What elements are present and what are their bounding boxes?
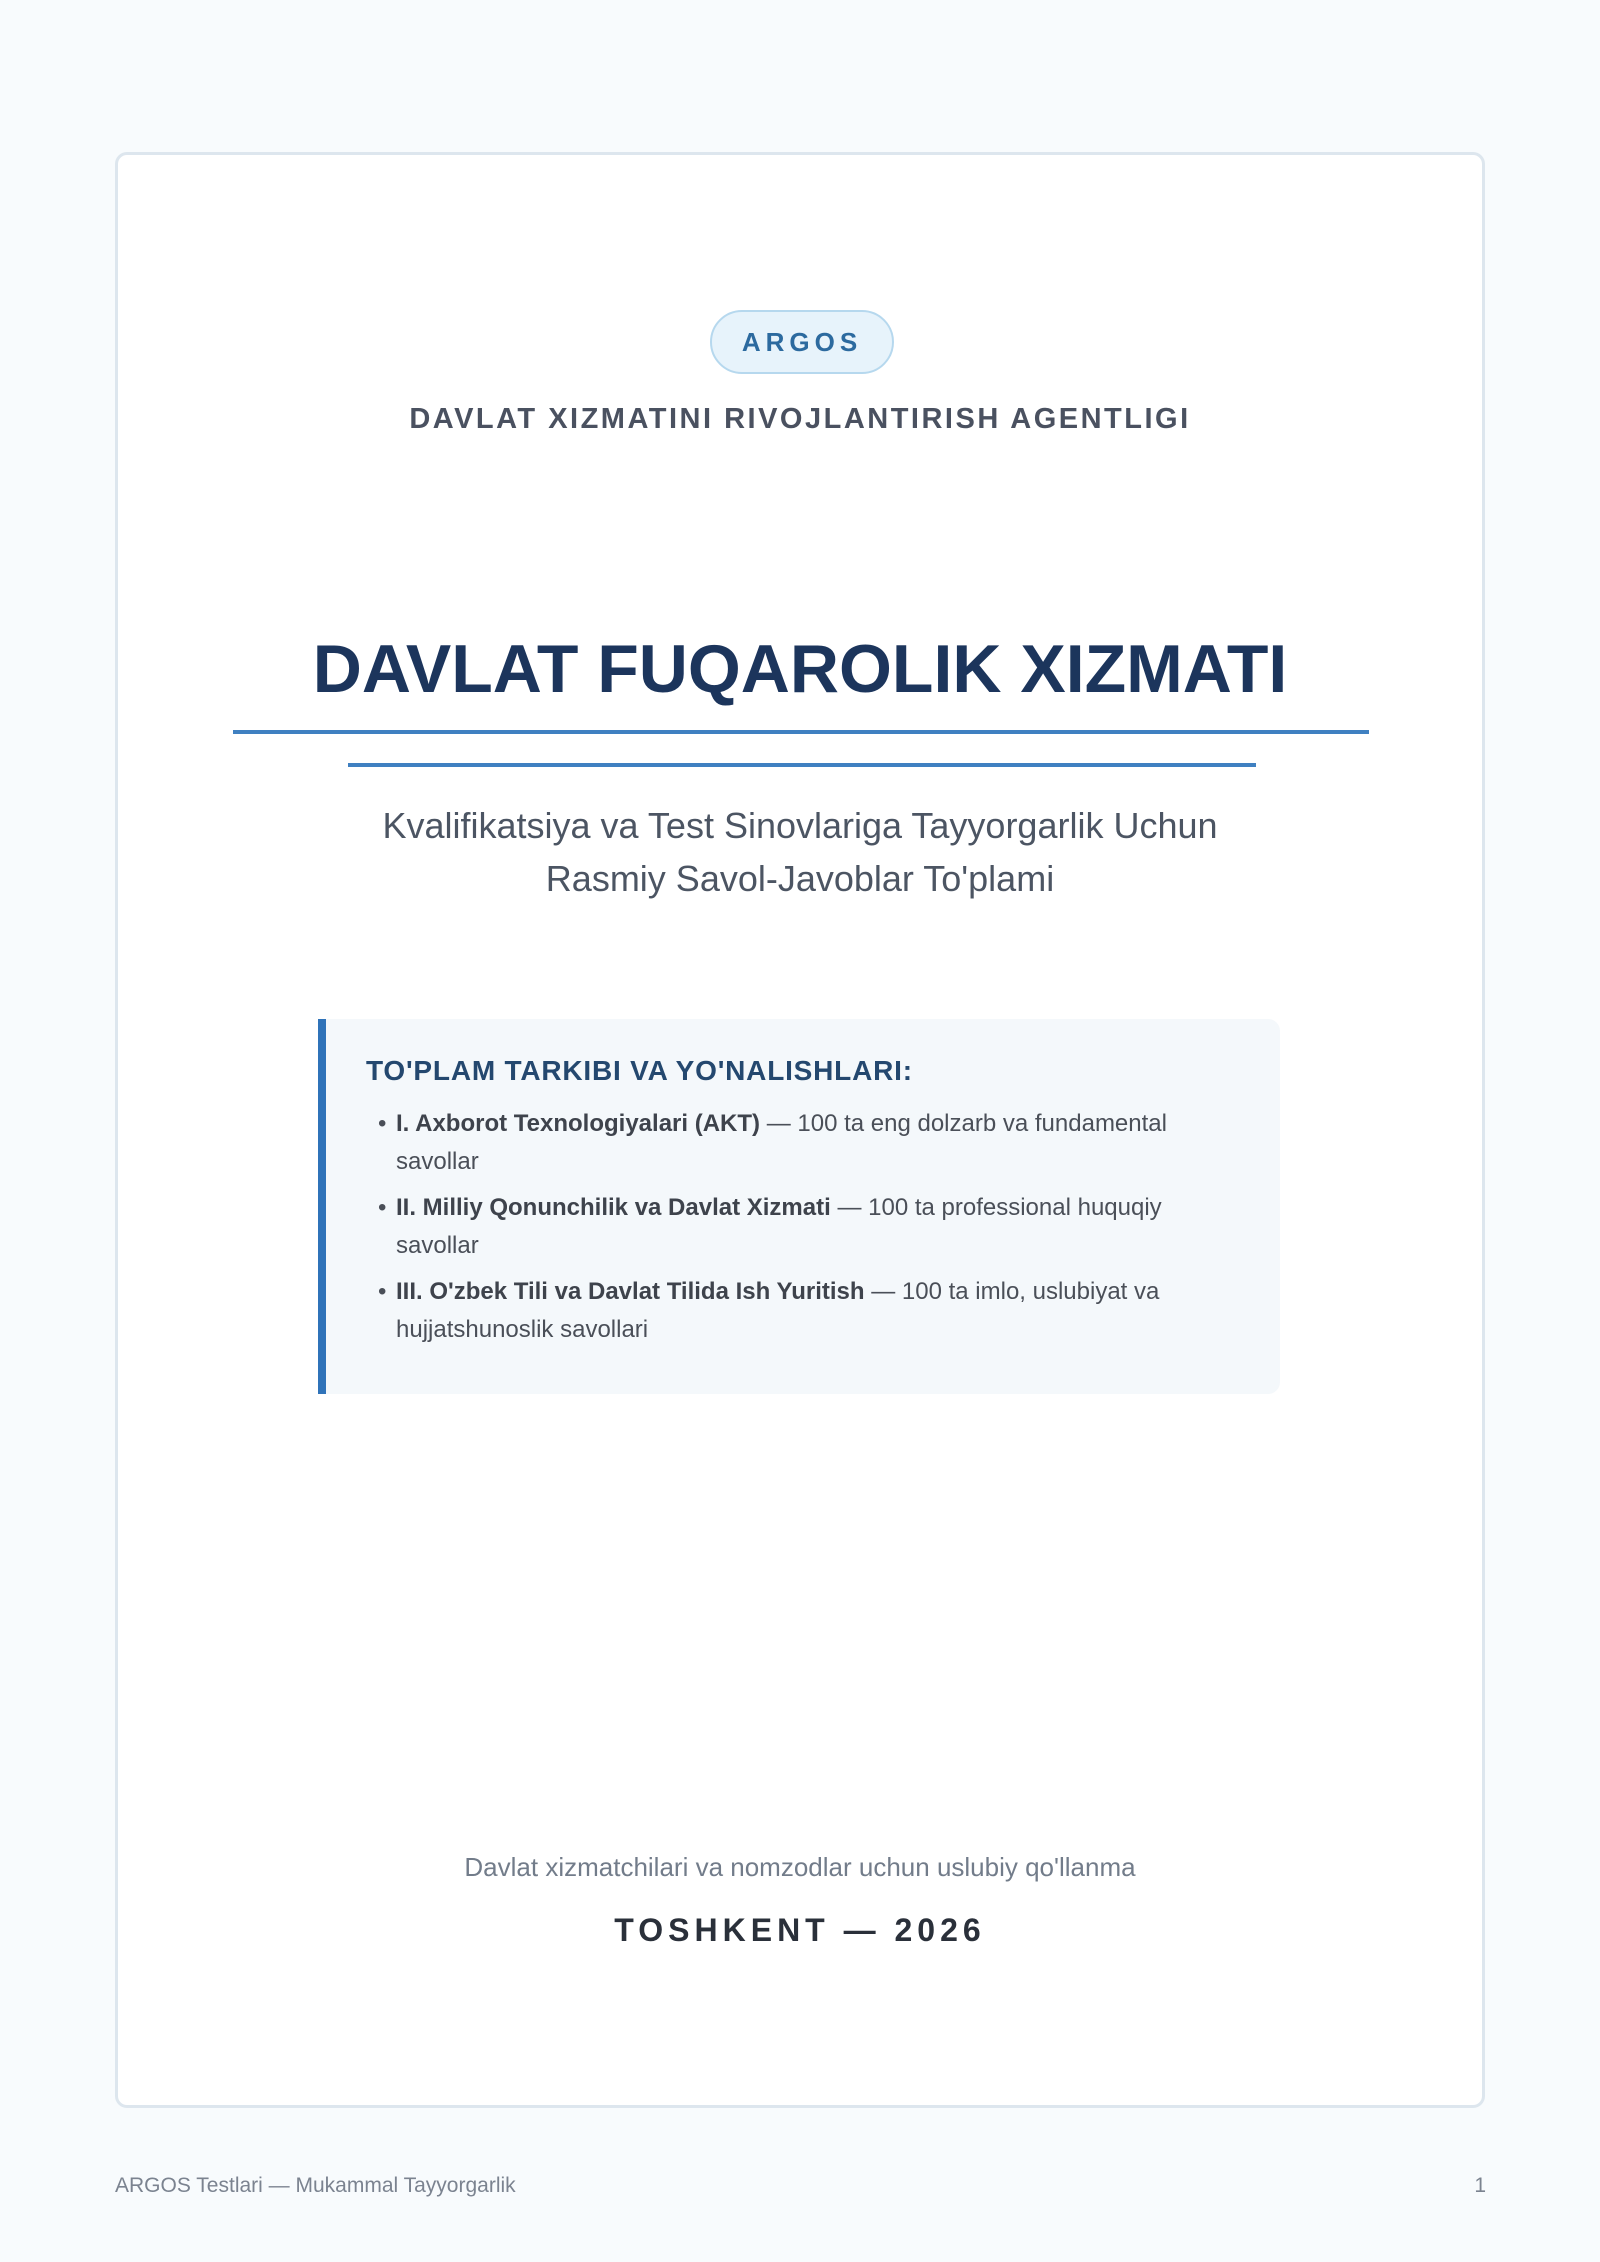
agency-name: DAVLAT XIZMATINI RIVOJLANTIRISH AGENTLIGI: [409, 403, 1191, 435]
bullet-icon: •: [378, 1110, 387, 1137]
item-description: 100 ta professional huquqiy savollar: [396, 1194, 1162, 1259]
item-description: 100 ta eng dolzarb va fundamental savollar: [396, 1110, 1167, 1175]
footer-note: Davlat xizmatchilari va nomzodlar uchun uslubiy qo'llanma: [464, 1852, 1136, 1882]
contents-item-akt: [366, 1105, 1240, 1181]
page-footer-text: ARGOS Testlari — Mukammal Tayyorgarlik: [115, 2174, 516, 2197]
title-underline: [233, 730, 1369, 734]
title-divider: [348, 763, 1256, 767]
contents-item-uzbek-language: [366, 1273, 1240, 1349]
bullet-icon: •: [378, 1194, 387, 1221]
cover-page: [115, 152, 1485, 2108]
page-title: DAVLAT FUQAROLIK XIZMATI: [312, 631, 1288, 707]
contents-heading: TO'PLAM TARKIBI VA YO'NALISHLARI:: [366, 1055, 913, 1086]
bullet-icon: •: [378, 1278, 387, 1305]
subtitle-line-1: Kvalifikatsiya va Test Sinovlariga Tayyorgarlik Uchun: [382, 805, 1218, 846]
item-title: II. Milliy Qonunchilik va Davlat Xizmati: [396, 1194, 831, 1221]
contents-box: [318, 1019, 1280, 1394]
subtitle-line-2: Rasmiy Savol-Javoblar To'plami: [545, 858, 1055, 899]
item-separator: —: [830, 1194, 869, 1221]
item-separator: —: [760, 1110, 798, 1137]
contents-list: [366, 1105, 1240, 1349]
city-year: TOSHKENT — 2026: [614, 1912, 986, 1948]
item-description: 100 ta imlo, uslubiyat va hujjatshunoslik savollari: [396, 1278, 1160, 1343]
contents-item-legislation: [366, 1189, 1240, 1265]
subtitle: [118, 799, 1482, 905]
item-title: III. O'zbek Tili va Davlat Tilida Ish Yuritish: [396, 1278, 865, 1305]
page-number: 1: [1474, 2174, 1486, 2197]
item-separator: —: [864, 1278, 902, 1305]
argos-badge: ARGOS: [710, 310, 894, 374]
item-title: I. Axborot Texnologiyalari (AKT): [396, 1110, 761, 1137]
